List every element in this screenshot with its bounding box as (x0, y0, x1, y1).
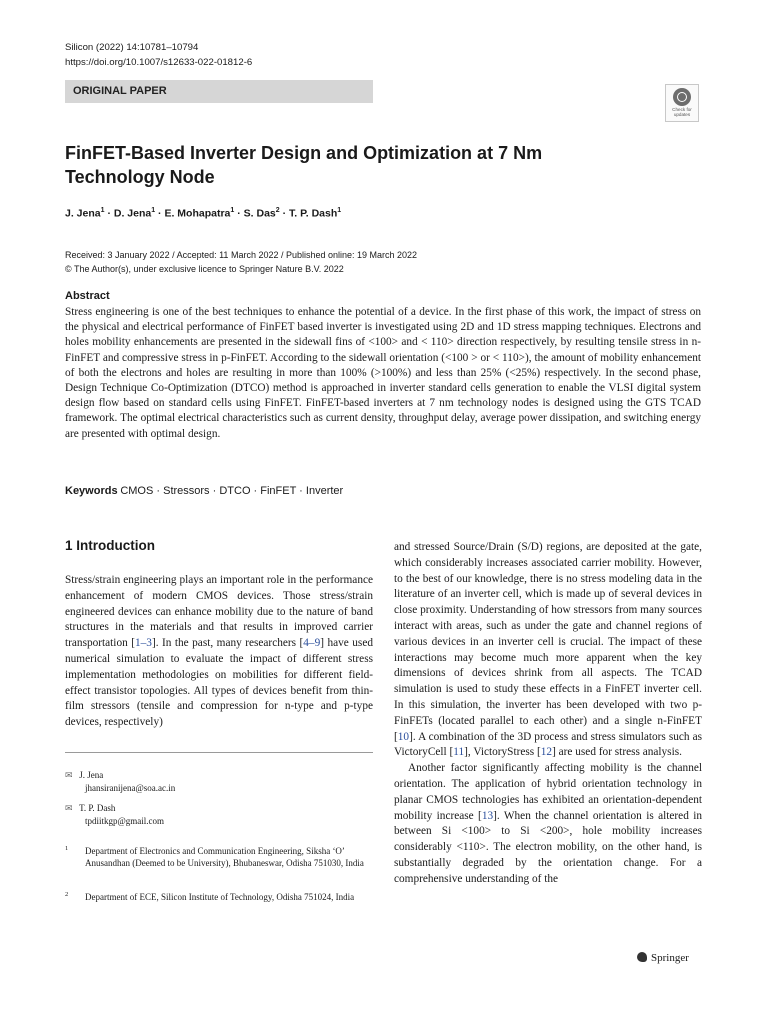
intro-paragraph: Another factor significantly affecting mobility is the channel orientation. The application of hybrid orientation technology in planar CMOS technologies has exhibited an orientation-dependent mobility increase [13]. When the channel orientation is altered in between Si <100> to Si <200>, hole mobility increases considerably <110>. The electron mobility, on the other hand, is substantially degraded by the orientation change. For a comprehensive understanding of the (394, 762, 703, 885)
abstract-heading: Abstract (65, 290, 110, 302)
corresponding-name: J. Jena (79, 770, 104, 780)
check-updates-label-2: updates (673, 112, 691, 117)
keywords-label: Keywords (65, 485, 118, 497)
citation-link[interactable]: 1–3 (134, 637, 152, 650)
crossmark-icon (673, 88, 691, 106)
author-name[interactable]: J. Jena (65, 207, 101, 220)
doi-link[interactable]: https://doi.org/10.1007/s12633-022-01812-6 (65, 57, 253, 68)
citation-link[interactable]: 10 (397, 730, 410, 743)
springer-horse-icon (637, 952, 647, 962)
check-for-updates-badge[interactable] (665, 84, 699, 122)
paper-title: FinFET-Based Inverter Design and Optimization at 7 Nm Technology Node (65, 143, 543, 187)
author-name[interactable]: E. Mohapatra (164, 207, 231, 220)
envelope-icon: ✉ (65, 803, 73, 813)
affiliation-2 (65, 891, 373, 903)
affiliation-text: Department of ECE, Silicon Institute of Technology, Odisha 751024, India (85, 892, 355, 902)
author-affiliation: 1 (337, 207, 342, 214)
corresponding-email[interactable]: tpdiitkgp@gmail.com (85, 816, 165, 826)
affiliation-text: Department of Electronics and Communication Engineering, Siksha ‘O’ Anusandhan (Deemed to be University), Bhubaneswar, Odisha 751030, India (85, 846, 364, 868)
check-updates-label-1: Check for (672, 107, 692, 112)
corresponding-name: T. P. Dash (79, 803, 116, 813)
citation-link[interactable]: 13 (481, 809, 494, 822)
intro-paragraph: Stress/strain engineering plays an important role in the performance enhancement of modern CMOS devices. Those stress/strain engineered devices can enhance mobility due to the nature of band structures in the materials and that results in improved carrier transportation [1–3]. In the past, many researchers [4–9] have used numerical simulation to evaluate the impact of different stress implementation methodologies on mobilities for different field-effect transistor topologies. All types of devices benefit from thin-film stressors (tensile and compression for n-type and p-type devices, respectively) (65, 574, 373, 729)
article-type-band: ORIGINAL PAPER (65, 80, 373, 103)
corresponding-email[interactable]: jhansiranijena@soa.ac.in (85, 783, 176, 793)
intro-left-column (65, 573, 373, 731)
keywords-list: CMOS · Stressors · DTCO · FinFET · Inverter (120, 485, 344, 497)
author-name[interactable]: D. Jena (113, 207, 152, 220)
author-name[interactable]: S. Das (243, 207, 276, 220)
author-affiliation: 1 (151, 207, 156, 214)
corresponding-author-1 (65, 769, 175, 795)
affiliation-number: 2 (65, 891, 69, 898)
citation-link[interactable]: 11 (453, 746, 465, 759)
journal-reference (65, 40, 252, 70)
affiliation-number: 1 (65, 845, 69, 852)
publisher-logo (637, 952, 689, 964)
citation-link[interactable]: 4–9 (303, 637, 321, 650)
corresponding-author-2 (65, 802, 164, 828)
publication-dates: Received: 3 January 2022 / Accepted: 11 March 2022 / Published online: 19 March 2022 (65, 250, 418, 260)
author-affiliation: 1 (100, 207, 105, 214)
publisher-name: Springer (651, 952, 689, 964)
intro-right-column (394, 540, 702, 888)
section-heading-introduction: 1 Introduction (65, 538, 155, 553)
author-affiliation: 2 (275, 207, 280, 214)
author-affiliation: 1 (230, 207, 235, 214)
keywords-line (65, 485, 343, 497)
copyright-notice: © The Author(s), under exclusive licence to Springer Nature B.V. 2022 (65, 264, 344, 274)
citation-link[interactable]: 12 (540, 746, 553, 759)
journal-citation: Silicon (2022) 14:10781–10794 (65, 42, 199, 53)
affiliation-1 (65, 845, 373, 869)
abstract-text: Stress engineering is one of the best techniques to enhance the potential of a device. In the first phase of this work, the impact of stress on the physical and electrical performance of FinFET based inverter is investigated using 2D and 1D stress mapping techniques. Electrons and holes mobility enhancements are presented in the sidewall fins of <100> and < 110> direction respectively, by resulting tensile stress in n-FinFET and compressive stress in p-FinFET. According to the sidewall orientation (<100 > or < 110>), the amount of mobility enhancement of both the electrons and holes are resulting in more than 100% (>100%) and less than 25% (<25%) respectively. In the second phase, Design Technique Co-Optimization (DTCO) method is approached in inverter standard cells generation to enable the VLSI digital system design flow based on standard cells using FinFET. FinFET-based inverters at 7 nm technology nodes is designed using the GTS TCAD framework. The optimal electrical characteristics such as current density, throughput delay, average power dissipation, and switching energy are presented with optimal design. (65, 306, 701, 440)
intro-paragraph: and stressed Source/Drain (S/D) regions, are deposited at the gate, which considerably increases associated carrier mobility. However, to the best of our knowledge, there is no stress modeling data in the literature of an inverter cell, which is made up of several devices in close proximity. Understanding of how stressors from many sources interact with areas, such as under the gate and channel regions of various devices in an inverter cell is crucial. The impact of these interactions may become much more apparent when the key dimensions of devices shrink from all aspects. The TCAD simulation is used to study these effects in a FinFET inverter cell. In this simulation, the inverter has been developed with two p-FinFETs (located parallel to each other) and a single n-FinFET [10]. A combination of the 3D process and stress simulators such as VictoryCell [11], VictoryStress [12] are used for stress analysis. (394, 541, 702, 759)
author-list: J. Jena$^1$ · D. Jena$^1$ · E. Mohapatra$^1$ · S. Das$^2$ · T. P. Dash$^1$ (65, 207, 342, 220)
author-name[interactable]: T. P. Dash (289, 207, 338, 220)
envelope-icon: ✉ (65, 770, 73, 780)
footnote-divider (65, 752, 373, 753)
